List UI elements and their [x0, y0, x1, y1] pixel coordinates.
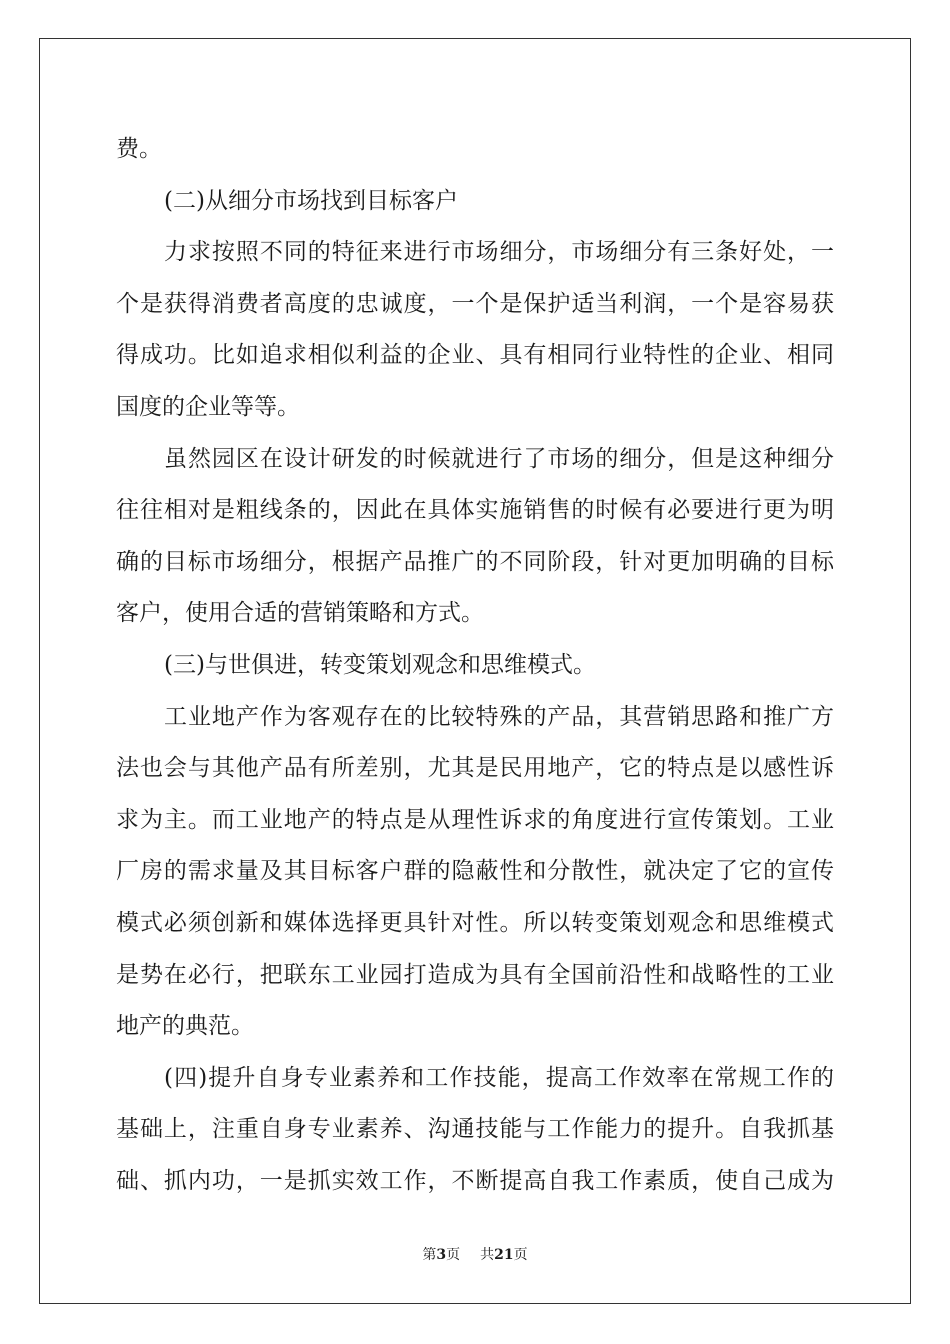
text-line: 虽然园区在设计研发的时候就进行了市场的细分，但是这种细分	[164, 445, 834, 472]
text-line: 个是获得消费者高度的忠诚度，一个是保护适当利润，一个是容易获	[116, 290, 834, 317]
section-heading: (二)从细分市场找到目标客户	[164, 187, 458, 214]
text-line: 确的目标市场细分，根据产品推广的不同阶段，针对更加明确的目标	[116, 548, 834, 575]
text-line: 工业地产作为客观存在的比较特殊的产品，其营销思路和推广方	[164, 703, 834, 730]
text-line: 费。	[116, 136, 162, 162]
total-prefix: 共	[480, 1247, 495, 1263]
text-line: 基础上，注重自身专业素养、沟通技能与工作能力的提升。自我抓基	[116, 1116, 834, 1143]
text-line: 是势在必行，把联东工业园打造成为具有全国前沿性和战略性的工业	[116, 961, 834, 988]
page-suffix: 页	[446, 1247, 461, 1263]
text-line: 础、抓内功，一是抓实效工作，不断提高自我工作素质，使自己成为	[116, 1167, 834, 1194]
text-line: 法也会与其他产品有所差别，尤其是民用地产，它的特点是以感性诉	[116, 755, 834, 782]
total-suffix: 页	[513, 1247, 528, 1263]
document-body	[116, 124, 834, 1207]
text-line: 得成功。比如追求相似利益的企业、具有相同行业特性的企业、相同	[116, 342, 834, 369]
text-line: 力求按照不同的特征来进行市场细分，市场细分有三条好处，一	[164, 239, 834, 266]
text-line: 模式必须创新和媒体选择更具针对性。所以转变策划观念和思维模式	[116, 909, 834, 936]
page-number: 3	[436, 1247, 447, 1263]
text-line: 厂房的需求量及其目标客户群的隐蔽性和分散性，就决定了它的宣传	[116, 858, 834, 885]
page-prefix: 第	[422, 1247, 437, 1263]
text-line: 地产的典范。	[116, 1013, 254, 1040]
text-line: 国度的企业等等。	[116, 393, 300, 420]
page-total: 21	[494, 1247, 514, 1263]
section-heading: (三)与世俱进，转变策划观念和思维模式。	[164, 651, 596, 678]
section-heading: (四)提升自身专业素养和工作技能，提高工作效率在常规工作的	[164, 1064, 834, 1091]
page-footer	[0, 1244, 950, 1264]
text-line: 求为主。而工业地产的特点是从理性诉求的角度进行宣传策划。工业	[116, 806, 834, 833]
text-line: 客户，使用合适的营销策略和方式。	[116, 600, 484, 627]
text-line: 往往相对是粗线条的，因此在具体实施销售的时候有必要进行更为明	[116, 497, 834, 524]
